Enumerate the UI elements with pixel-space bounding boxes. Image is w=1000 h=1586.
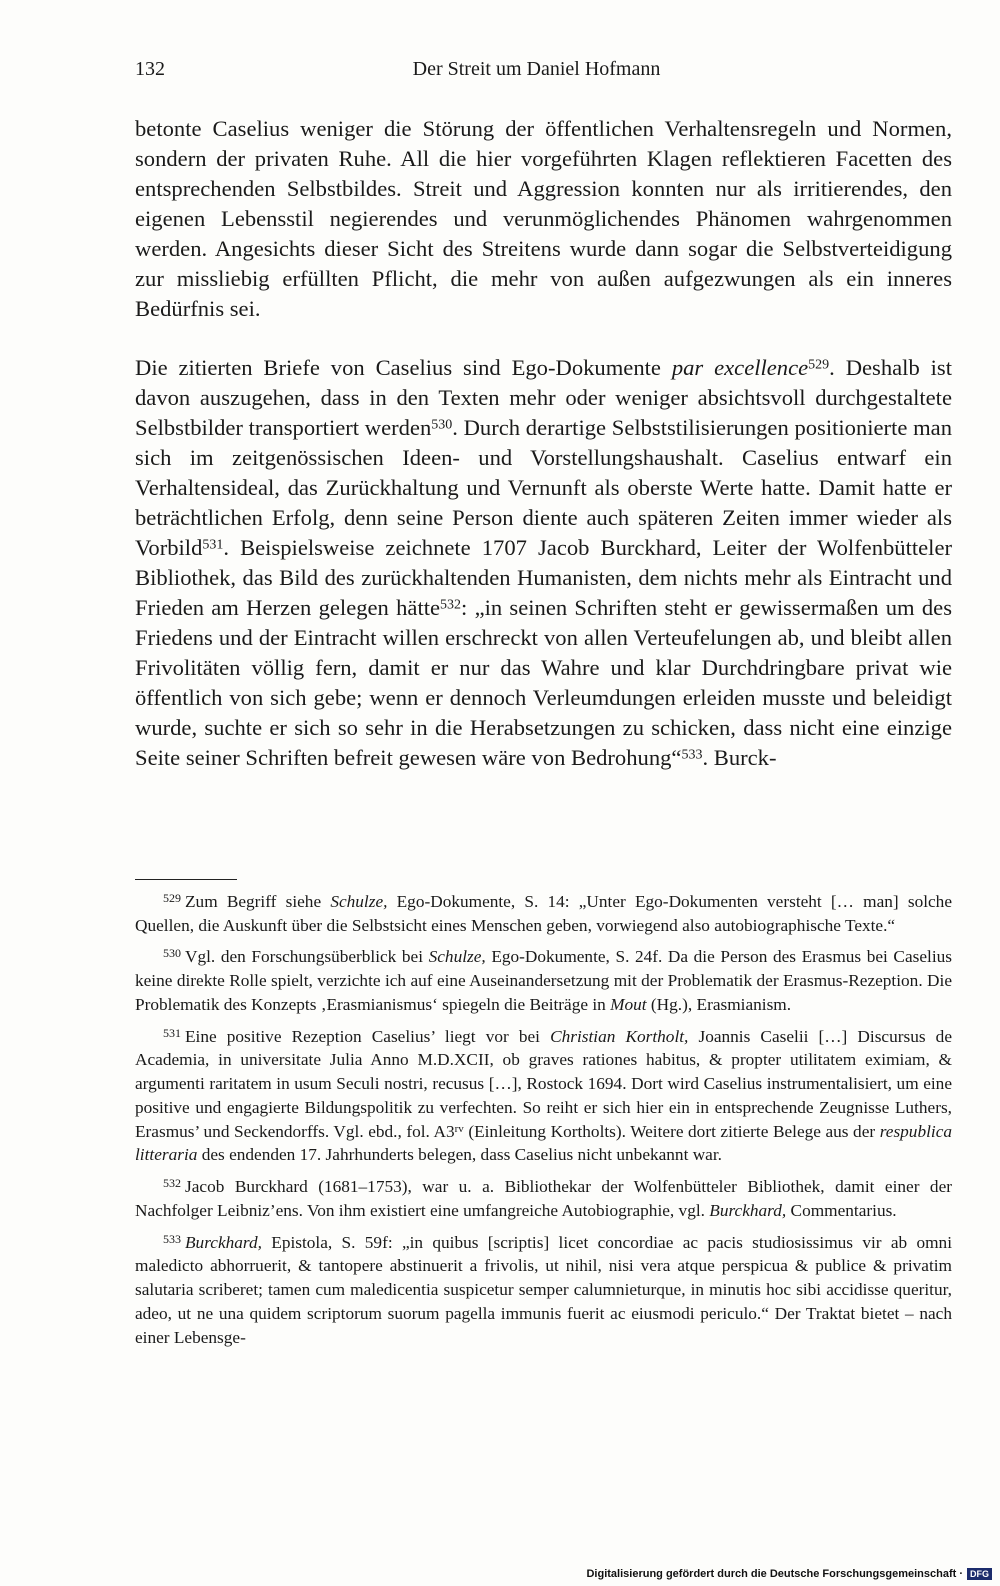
page-number: 132 (135, 58, 165, 80)
footnote-533: $^{533}$ Burckhard, Epistola, S. 59f: „in quibus [scriptis] licet concordiae ac pacis studiosissimus vir ab omni maledicto abhorruerit, & tantopere abstinuerit a frivolis, ut nihil, nisi vera atque perspicua & publice & privatim salutaria scriberet; tamen cum maledicentia suspicetur semper calumnieturque, in minutis hoc sibi accidisse queritur, adeo, ut ne una quidem scriptorum suorum pagella immunis fuerit ac eiusmodi periculo.“ Der Traktat bietet – nach einer Lebensge- (135, 1231, 952, 1347)
footnote-ref: 529 (808, 357, 830, 373)
footnote-divider (135, 879, 237, 880)
footnote-530: $^{530}$ Vgl. den Forschungsüberblick bei Schulze, Ego-Dokumente, S. 24f. Da die Person des Erasmus bei Caselius keine direkte Rolle spielt, verzichte ich auf eine Auseinandersetzung mit der Problematik der Erasmus-Rezeption. Die Problematik des Konzepts ‚Erasmianismus‘ spiegeln die Beiträge in Mout (Hg.), Erasmianism. (135, 946, 952, 1014)
footnote-ref: 531 (202, 537, 224, 553)
paragraph-1: betonte Caselius weniger die Störung der öffentlichen Verhaltensregeln und Normen, sondern der privaten Ruhe. All die hier vorgeführten Klagen reflektieren Facetten des entsprechenden Selbstbildes. Streit und Aggression konnten nur als irritierendes, den eigenen Lebensstil negierendes und verunmöglichendes Phänomen wahrgenommen werden. Angesichts dieser Sicht des Streitens wurde dann sogar die Selbstverteidigung zur missliebig erfüllten Pflicht, die mehr von außen aufgezwungen als ein inneres Bedürfnis sei. (135, 116, 952, 321)
page-header (135, 58, 938, 88)
dfg-logo-icon: DFG (967, 1568, 992, 1580)
footer-text: Digitalisierung gefördert durch die Deutsche Forschungsgemeinschaft · (586, 1568, 963, 1580)
digitization-footer (586, 1568, 992, 1580)
paragraph-2: Die zitierten Briefe von Caselius sind Ego-Dokumente par excellence$^{529}$. Deshalb ist davon auszugehen, dass in den Texten mehr oder weniger absichtsvoll durchgestaltete Selbstbilder transportiert werden$^{530}$. Durch derartige Selbststilisierungen positionierte man sich im zeitgenössischen Ideen- und Vorstellungshaushalt. Caselius entwarf ein Verhaltensideal, das Zurückhaltung und Vernunft als oberste Werte hatte. Damit hatte er beträchtlichen Erfolg, denn seine Person diente auch späteren Zeiten immer wieder als Vorbild$^{531}$. Beispielsweise zeichnete 1707 Jacob Burckhard, Leiter der Wolfenbütteler Bibliothek, das Bild des zurückhaltenden Humanisten, dem nichts mehr als Eintracht und Frieden am Herzen gelegen hätte$^{532}$: „in seinen Schriften steht er gewissermaßen um des Friedens und der Eintracht willen erschreckt von allen Verteufelungen ab, und bleibt allen Frivolitäten völlig fern, damit er nur das Wahre und klar Durchdringbare privat wie öffentlich von sich gebe; wenn er dennoch Verleumdungen erleiden musste und beleidigt wurde, suchte er sich so sehr in die Herabsetzungen zu schicken, dass nicht eine einzige Seite seiner Schriften befreit gewesen wäre von Bedrohung“$^{533}$. Burck- (135, 355, 952, 770)
footnotes (135, 887, 952, 1354)
footnote-ref: 532 (440, 597, 462, 613)
footnote-532: $^{532}$ Jacob Burckhard (1681–1753), war u. a. Bibliothekar der Wolfenbütteler Bibliothek, damit einer der Nachfolger Leibniz’ens. Von ihm existiert eine umfangreiche Autobiographie, vgl. Burckhard, Commentarius. (135, 1176, 952, 1220)
footnote-ref: 530 (431, 417, 453, 433)
running-title: Der Streit um Daniel Hofmann (412, 58, 661, 80)
footnote-531: $^{531}$ Eine positive Rezeption Caselius’ liegt vor bei Christian Kortholt, Joannis Caselii […] Discursus de Academia, in universitate Julia Anno M.D.XCII, ob graves rationes habitus, & propter utilitatem eximiam, & argumenti raritatem in usum Seculi nostri, recusus […], Rostock 1694. Dort wird Caselius instrumentalisiert, um eine positive und engagierte Bildungspolitik zu verfechten. So reiht er sich hier ein in entsprechende Zeugnisse Luthers, Erasmus’ und Seckendorffs. Vgl. ebd., fol. $A3^{rv}$ (Einleitung Kortholts). Weitere dort zitierte Belege aus der respublica litteraria des endenden 17. Jahrhunderts belegen, dass Caselius nicht unbekannt war. (135, 1025, 953, 1165)
main-text (135, 114, 952, 773)
footnote-529: $^{529}$ Zum Begriff siehe Schulze, Ego-Dokumente, S. 14: „Unter Ego-Dokumenten versteht [… man] solche Quellen, die Auskunft über die Selbstsicht eines Menschen geben, vorwiegend also autobiographische Texte.“ (135, 891, 952, 935)
footnote-ref: 533 (681, 747, 703, 763)
